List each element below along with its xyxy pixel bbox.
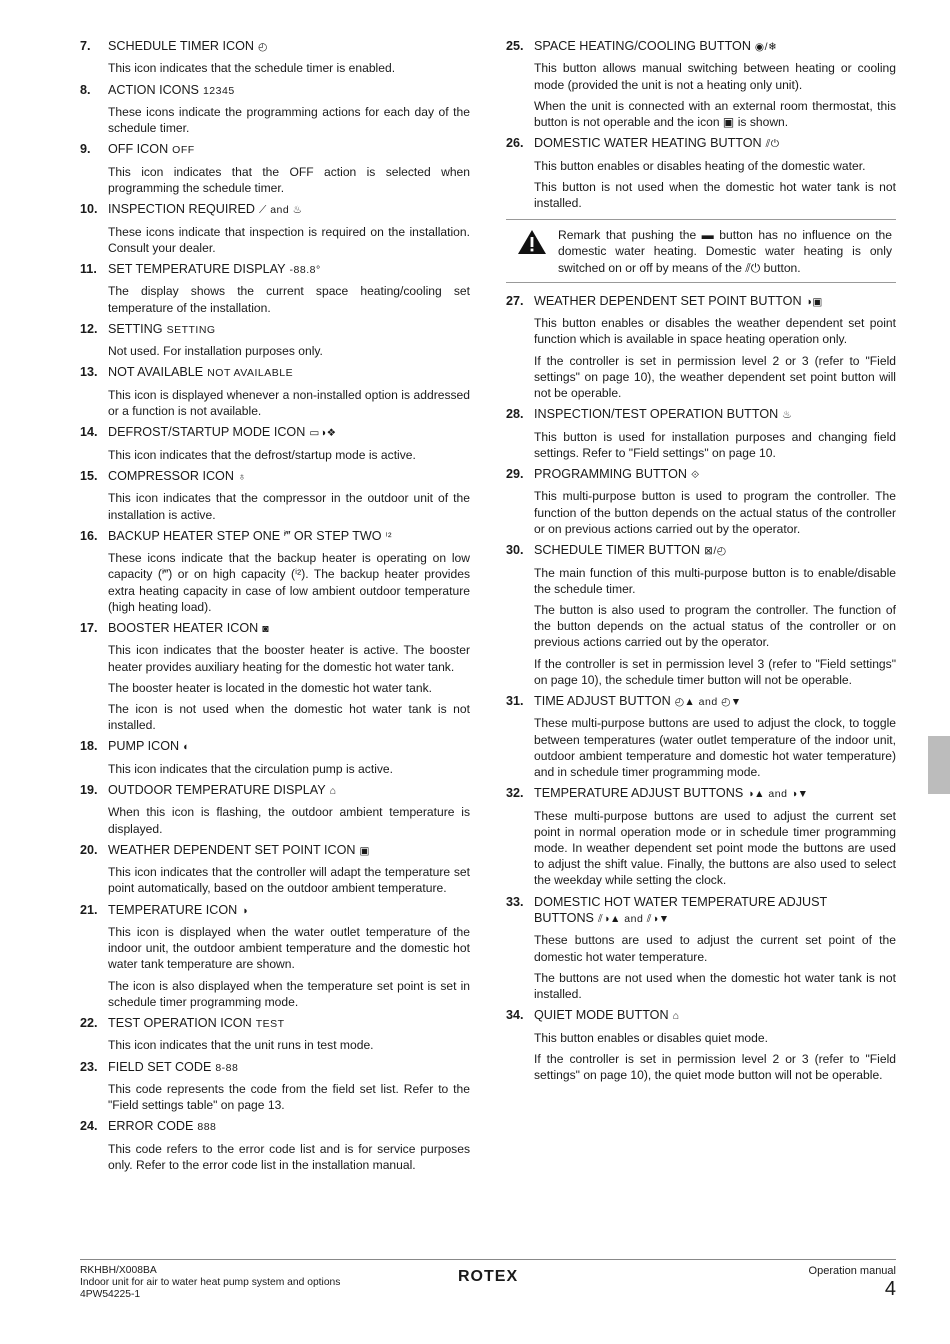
rotex-logo: ROTEX (458, 1268, 519, 1285)
item-description: This icon indicates that the compressor in the outdoor unit of the installation is active. (108, 491, 470, 522)
item-heading (80, 620, 470, 637)
item-title: ACTION ICONS (108, 82, 199, 97)
item-title: TIME ADJUST BUTTON (534, 693, 671, 708)
item-symbol-icon: ◑▲ and ◑▼ (747, 788, 809, 801)
item-title-wrap (534, 293, 896, 310)
item-title: TEMPERATURE ICON (108, 902, 238, 917)
list-item (80, 1059, 470, 1114)
item-number: 34. (506, 1008, 524, 1023)
item-description: When the unit is connected with an external room thermostat, this button is not operable and the icon ▣ is shown. (534, 98, 896, 130)
item-description: If the controller is set in permission level 2 or 3 (refer to "Field settings" on page 10), the weather dependent set point button will not be operable. (534, 353, 896, 401)
item-description: These multi-purpose buttons are used to adjust the current set point in normal operation mode or in schedule timer programming mode. In weather dependent set point mode the buttons are used to adjust the shift value. Finally, the buttons are also used to select the weekday while setting the clock. (534, 808, 896, 888)
item-title: WEATHER DEPENDENT SET POINT ICON (108, 842, 356, 857)
item-title-wrap (108, 738, 470, 755)
item-description: These icons indicate that inspection is required on the installation. Consult your dealer. (108, 224, 470, 255)
list-item (80, 364, 470, 419)
item-number: 19. (80, 782, 98, 797)
item-number: 14. (80, 425, 98, 440)
item-symbol-icon: ⟋ and ♨ (258, 204, 303, 217)
item-heading (80, 528, 470, 545)
item-heading (506, 693, 896, 710)
remark-box (506, 219, 896, 283)
item-heading (80, 82, 470, 99)
footer-right (809, 1265, 896, 1300)
list-item (80, 1118, 470, 1173)
item-symbol-icon: ⫽◑▲ and ⫽◑▼ (597, 912, 670, 925)
item-title: INSPECTION/TEST OPERATION BUTTON (534, 407, 779, 422)
item-description: The main function of this multi-purpose button is to enable/disable the schedule timer. (534, 565, 896, 596)
chapter-side-tab (928, 736, 950, 794)
item-title: DOMESTIC HOT WATER TEMPERATURE ADJUST BUTTONS (534, 894, 827, 925)
item-symbol-icon: ⫽⏻ (765, 138, 780, 151)
item-heading (80, 261, 470, 278)
item-heading (506, 1007, 896, 1024)
right-items-bottom (506, 293, 896, 1083)
footer-left (80, 1265, 340, 1300)
item-symbol-icon: ◑▣ (805, 295, 823, 308)
item-number: 7. (80, 39, 91, 53)
item-title-wrap (534, 135, 896, 152)
item-number: 13. (80, 365, 98, 380)
item-title: SET TEMPERATURE DISPLAY (108, 262, 286, 277)
item-title-wrap (108, 1118, 470, 1135)
item-symbol-icon: 12345 (202, 84, 235, 97)
item-heading (80, 201, 470, 218)
item-description: This icon indicates that the controller will adapt the temperature set point automatically, based on the outdoor ambient temperature. (108, 865, 470, 896)
list-item (80, 782, 470, 837)
footer-description: Indoor unit for air to water heat pump system and options (80, 1276, 341, 1288)
item-description: When this icon is flashing, the outdoor ambient temperature is displayed. (108, 805, 470, 836)
item-title-wrap (108, 38, 470, 55)
item-heading (80, 842, 470, 859)
list-item (506, 135, 896, 211)
item-title: NOT AVAILABLE (108, 365, 204, 380)
item-heading (506, 542, 896, 559)
item-number: 27. (506, 293, 524, 308)
item-description: This icon is displayed whenever a non-installed option is addressed or a function is not available. (108, 387, 470, 419)
item-symbol-icon: ⁱ² (385, 530, 392, 543)
item-title-wrap (534, 466, 896, 483)
item-description: These buttons are used to adjust the current set point of the domestic hot water temperature. (534, 933, 896, 964)
list-item (506, 466, 896, 537)
item-description: This button allows manual switching between heating or cooling mode (provided the unit is not a heating only unit). (534, 61, 896, 92)
footer-divider (80, 1259, 896, 1260)
right-items-top (506, 38, 896, 211)
item-symbol-icon: ◐ (183, 741, 190, 754)
item-description: This icon indicates that the defrost/startup mode is active. (108, 447, 416, 462)
list-item (80, 321, 470, 360)
item-number: 11. (80, 262, 97, 277)
item-number: 28. (506, 407, 524, 422)
item-title-wrap (108, 201, 470, 218)
item-title: SCHEDULE TIMER BUTTON (534, 543, 701, 558)
item-heading (80, 364, 470, 381)
item-description: This button enables or disables the weather dependent set point function which is available in space heating operation only. (534, 316, 896, 347)
item-title-wrap (108, 141, 470, 158)
item-title: SPACE HEATING/COOLING BUTTON (534, 39, 751, 53)
item-description: The booster heater is located in the domestic hot water tank. (108, 680, 433, 695)
item-description: This button enables or disables heating of the domestic water. (534, 158, 866, 173)
item-number: 29. (506, 467, 524, 482)
remark-text: Remark that pushing the ▬ button has no influence on the domestic water heating. Domestic water heating is only switched on or off by means of the ⫽⏻ button. (558, 228, 892, 275)
list-item (80, 82, 470, 137)
item-description: This button enables or disables quiet mode. (534, 1030, 768, 1045)
item-symbol-icon: -88.8° (289, 264, 321, 277)
item-symbol-icon: ⊠/◴ (704, 545, 727, 558)
item-symbol-icon: ◴▲ and ◴▼ (674, 695, 742, 708)
list-item (80, 528, 470, 615)
item-symbol-icon: TEST (255, 1018, 285, 1030)
item-symbol-icon: ♨ (782, 409, 793, 422)
item-heading (506, 293, 896, 310)
list-item (80, 424, 470, 463)
item-title-wrap (534, 542, 896, 559)
item-description: These icons indicate that the backup heater is operating on low capacity (ⁱ‴) or on high capacity (ⁱ²). The backup heater provides extra heating capacity in case of low ambient outdoor temperature (high heating load). (108, 551, 470, 614)
item-description: This icon is displayed when the water outlet temperature of the indoor unit, the outdoor ambient temperature and the domestic hot water tank temperature are shown. (108, 924, 470, 972)
item-number: 9. (80, 142, 91, 157)
item-title: DEFROST/STARTUP MODE ICON (108, 425, 306, 440)
item-title: TEMPERATURE ADJUST BUTTONS (534, 786, 744, 801)
item-symbol-icon: ◉/❄ (754, 41, 778, 53)
item-symbol-icon: ▭◑❖ (309, 427, 337, 440)
item-number: 24. (80, 1119, 98, 1134)
item-number: 15. (80, 468, 98, 483)
item-number: 8. (80, 82, 91, 97)
item-number: 33. (506, 894, 524, 909)
item-heading (80, 738, 470, 755)
footer-model: RKHBH/X008BA (80, 1265, 157, 1276)
item-description: This code represents the code from the field set list. Refer to the "Field settings table" on page 13. (108, 1082, 470, 1113)
list-item (80, 141, 470, 196)
item-description: This icon indicates that the unit runs in test mode. (108, 1038, 374, 1053)
item-title: BOOSTER HEATER ICON (108, 620, 259, 635)
item-heading (80, 468, 470, 485)
item-title-wrap (108, 902, 470, 919)
item-title-wrap (108, 620, 470, 637)
item-description: These icons indicate the programming actions for each day of the schedule timer. (108, 105, 470, 136)
item-symbol-icon: ▣ (359, 844, 370, 857)
item-title: SCHEDULE TIMER ICON (108, 39, 255, 53)
item-title-wrap (108, 1059, 470, 1076)
item-symbol-icon: ⟐ (691, 469, 700, 482)
item-heading (506, 406, 896, 423)
item-title-wrap (108, 321, 470, 338)
item-title: BACKUP HEATER STEP ONE ⁱ‴ OR STEP TWO (108, 528, 382, 543)
list-item (506, 293, 896, 401)
list-item (506, 38, 896, 130)
item-description: The icon is not used when the domestic hot water tank is not installed. (108, 701, 470, 733)
item-number: 12. (80, 321, 98, 336)
item-description: Not used. For installation purposes only. (108, 344, 323, 359)
item-description: The icon is also displayed when the temperature set point is set in schedule timer programming mode. (108, 978, 470, 1009)
item-symbol-icon: OFF (172, 144, 195, 157)
item-title: QUIET MODE BUTTON (534, 1008, 669, 1023)
list-item (80, 261, 470, 316)
list-item (506, 1007, 896, 1083)
item-description: This button is not used when the domestic hot water tank is not installed. (534, 179, 896, 211)
item-number: 22. (80, 1016, 98, 1030)
list-item (506, 894, 896, 1003)
item-title-wrap (108, 842, 470, 859)
item-symbol-icon: ⌂ (672, 1010, 680, 1023)
item-heading (506, 894, 896, 928)
item-title-wrap (534, 406, 896, 423)
item-description: This icon indicates that the circulation pump is active. (108, 761, 394, 776)
item-title: OFF ICON (108, 142, 169, 157)
item-heading (80, 321, 470, 338)
item-number: 30. (506, 543, 524, 558)
item-title-wrap (108, 1015, 470, 1032)
item-number: 21. (80, 902, 98, 917)
footer-code: 4PW54225-1 (80, 1288, 141, 1300)
item-heading (80, 782, 470, 799)
item-title-wrap (108, 424, 470, 441)
item-title-wrap (108, 468, 470, 485)
page-number: 4 (884, 1278, 896, 1300)
item-number: 25. (506, 39, 524, 53)
list-item (506, 785, 896, 888)
item-title-wrap (108, 528, 470, 545)
list-item (80, 1015, 470, 1054)
item-symbol-icon: ♁ (237, 470, 247, 483)
item-title-wrap (108, 261, 470, 278)
item-title: COMPRESSOR ICON (108, 468, 234, 483)
item-title-wrap (534, 785, 896, 802)
item-description: This button is used for installation purposes and changing field settings. Refer to "Field settings" on page 10. (534, 429, 896, 460)
left-column (80, 38, 470, 1178)
item-symbol-icon: ◙ (262, 622, 270, 635)
item-heading (80, 424, 470, 441)
item-description: If the controller is set in permission level 3 (refer to "Field settings" on page 10), the schedule timer button will not be operable. (534, 656, 896, 687)
list-item (506, 542, 896, 688)
item-symbol-icon: ⌂ (329, 784, 337, 797)
item-number: 26. (506, 136, 524, 151)
item-heading (80, 38, 470, 55)
item-title: INSPECTION REQUIRED (108, 202, 255, 217)
item-description: The buttons are not used when the domestic hot water tank is not installed. (534, 970, 896, 1001)
item-description: This code refers to the error code list and is for service purposes only. Refer to the error code list in the installation manual. (108, 1141, 470, 1173)
list-item (506, 693, 896, 780)
list-item (80, 468, 470, 523)
list-item (80, 201, 470, 256)
item-title-wrap (534, 894, 896, 928)
item-heading (506, 38, 896, 55)
item-symbol-icon: NOT AVAILABLE (207, 367, 294, 380)
item-symbol-icon: ◑ (241, 904, 249, 917)
item-description: This icon indicates that the booster heater is active. The booster heater provides auxiliary heating for the domestic hot water tank. (108, 643, 470, 674)
item-description: This multi-purpose button is used to program the controller. The function of the button depends on the actual status of the controller or on previous actions carried out by the operator. (534, 489, 896, 536)
item-title: TEST OPERATION ICON (108, 1016, 252, 1030)
item-title: PUMP ICON (108, 739, 180, 754)
item-description: These multi-purpose buttons are used to adjust the clock, to toggle between temperatures (water outlet temperature of the indoor unit, outdoor ambient temperature and domestic hot water temperature) and in schedule timer programming mode. (534, 716, 896, 779)
item-heading (80, 1059, 470, 1076)
item-heading (80, 141, 470, 158)
item-heading (506, 466, 896, 483)
list-item (80, 620, 470, 733)
item-description: The display shows the current space heating/cooling set temperature of the installation. (108, 284, 470, 315)
item-description: If the controller is set in permission level 2 or 3 (refer to "Field settings" on page 10), the quiet mode button will not be operable. (534, 1051, 896, 1082)
item-title-wrap (534, 38, 896, 55)
list-item (506, 406, 896, 461)
item-title: OUTDOOR TEMPERATURE DISPLAY (108, 782, 326, 797)
item-title-wrap (108, 782, 470, 799)
list-item (80, 738, 470, 777)
item-number: 16. (80, 528, 98, 543)
item-description: This icon indicates that the schedule timer is enabled. (108, 61, 396, 76)
item-title-wrap (108, 364, 470, 381)
item-title-wrap (108, 82, 470, 99)
item-symbol-icon: 8-88 (215, 1061, 239, 1074)
item-title-wrap (534, 693, 896, 710)
item-heading (80, 902, 470, 919)
item-title: DOMESTIC WATER HEATING BUTTON (534, 136, 762, 151)
item-heading (506, 135, 896, 152)
list-item (80, 842, 470, 897)
list-item (80, 38, 470, 77)
item-title-wrap (534, 1007, 896, 1024)
right-column (506, 38, 896, 1088)
item-number: 17. (80, 620, 98, 635)
item-symbol-icon: 888 (197, 1121, 217, 1134)
item-title: FIELD SET CODE (108, 1059, 212, 1074)
item-description: The button is also used to program the controller. The function of the button depends on the actual status of the controller or on previous actions carried out by the operator. (534, 602, 896, 650)
list-item (80, 902, 470, 1010)
item-title: ERROR CODE (108, 1119, 194, 1134)
item-number: 32. (506, 786, 524, 801)
footer-manual-title: Operation manual (808, 1265, 896, 1277)
item-number: 18. (80, 739, 98, 754)
item-symbol-icon: ◴ (258, 41, 268, 53)
item-number: 20. (80, 842, 98, 857)
item-description: This icon indicates that the OFF action is selected when programming the schedule timer. (108, 164, 470, 196)
warning-triangle-icon (506, 227, 558, 276)
item-heading (506, 785, 896, 802)
item-heading (80, 1015, 470, 1032)
item-title: SETTING (108, 321, 163, 336)
item-symbol-icon: SETTING (166, 323, 216, 336)
item-title: WEATHER DEPENDENT SET POINT BUTTON (534, 293, 802, 308)
item-heading (80, 1118, 470, 1135)
item-number: 10. (80, 202, 98, 217)
item-title: PROGRAMMING BUTTON (534, 467, 687, 482)
item-number: 31. (506, 693, 524, 708)
item-number: 23. (80, 1059, 98, 1074)
